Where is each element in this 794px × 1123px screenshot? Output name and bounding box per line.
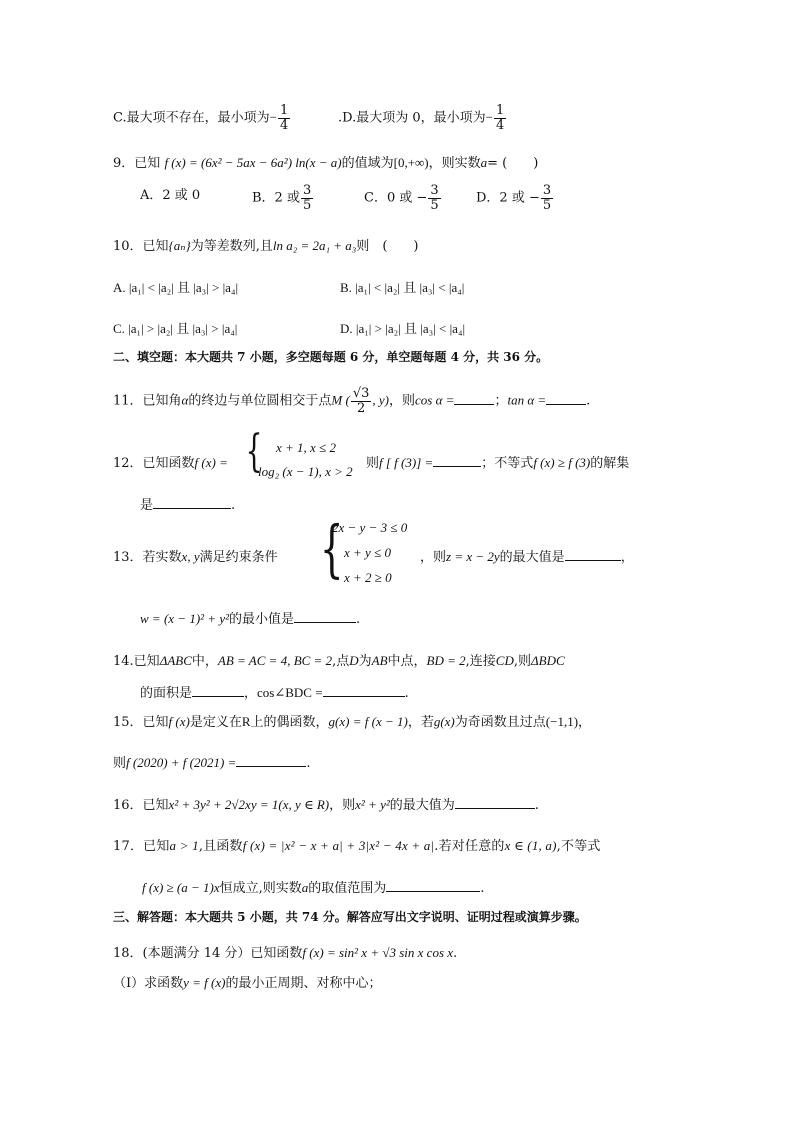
q18-part-1: （Ⅰ）求函数y = f (x)的最小正周期、对称中心；	[113, 975, 382, 991]
q15-blank[interactable]	[236, 754, 306, 767]
q9-var: a	[480, 155, 488, 170]
option-d-line: .D.最大项为 0，最小项为− $\frac{1}{4}$	[338, 103, 505, 133]
option-c-fraction: $\frac{1}{4}$	[279, 103, 289, 133]
q9-option-c: C．0 或 − $\frac{3}{5}$	[364, 183, 439, 213]
question-17: 17．已知a > 1,且函数f (x) = |x² − x + a| + 3|x² − 4x + a|.若对任意的x ∈ (1, a),不等式	[113, 838, 601, 854]
question-11: 11．已知角α的终边与单位圆相交于点M ( $\frac{√3}{2}$ , y)，则cos α = ；tan α = .	[113, 386, 591, 416]
q9-number: 9．	[113, 156, 135, 171]
q10-option-d: D. |a₁| > |a₂| 且 |a₃| < |a₄|	[340, 321, 466, 336]
q14-blank-2[interactable]	[323, 684, 405, 697]
q13-blank-1[interactable]	[565, 548, 621, 561]
section-3-heading: 三、解答题：本大题共 5 小题，共 74 分。解答应写出文字说明、证明过程或演算步骤。	[113, 910, 587, 924]
q9-function: f (x) = (6x² − 5ax − 6a²) ln(x − a)	[164, 155, 342, 170]
q12-case-2: log₂ (x − 1), x > 2	[258, 464, 353, 479]
q15-line-2: 则f (2020) + f (2021) = .	[113, 755, 311, 771]
q9-option-a: A．2 或 0	[140, 188, 201, 203]
question-16: 16．已知x² + 3y² + 2√2xy = 1(x, y ∈ R)，则x² + y²的最大值为 .	[113, 797, 539, 813]
q9-eq: = ( )	[487, 156, 539, 171]
q13-constraint-2: x + y ≤ 0	[344, 545, 391, 560]
option-c-text: C.最大项不存在，最小项为	[113, 110, 270, 126]
q12-brace: {	[245, 426, 263, 477]
q13-brace: {	[319, 512, 344, 585]
q12-blank-1[interactable]	[433, 454, 481, 467]
q9-ask: ，则实数	[428, 156, 481, 171]
q12-rest: 则f [ f (3)] = ；不等式f (x) ≥ f (3)的解集	[366, 455, 630, 471]
q10-option-a: A. |a₁| < |a₂| 且 |a₃| > |a₄|	[113, 280, 239, 295]
q9-option-b: B．2 或 $\frac{3}{5}$	[252, 183, 312, 213]
question-14: 14.已知ΔABC中，AB = AC = 4, BC = 2,点D为AB中点，BD = 2,连接CD,则ΔBDC	[113, 653, 565, 669]
q9-suffix: 的值域为	[341, 156, 394, 171]
q12-blank-2[interactable]	[153, 496, 231, 509]
q16-blank[interactable]	[455, 796, 535, 809]
q10-option-c: C. |a₁| > |a₂| 且 |a₃| > |a₄|	[113, 321, 238, 336]
q9-prefix: 已知	[134, 156, 161, 171]
option-c-line: C.最大项不存在，最小项为− $\frac{1}{4}$	[113, 103, 289, 133]
q14-line-2: 的面积是 ，cos∠BDC = .	[140, 685, 409, 701]
q14-blank-1[interactable]	[192, 684, 244, 697]
q13-constraint-1: 2x − y − 3 ≤ 0	[332, 520, 408, 535]
option-d-fraction: $\frac{1}{4}$	[495, 103, 505, 133]
q13-constraint-3: x + 2 ≥ 0	[344, 570, 392, 585]
q17-blank[interactable]	[386, 879, 480, 892]
question-9	[113, 152, 538, 171]
q17-line-2: f (x) ≥ (a − 1)x恒成立,则实数a的取值范围为 .	[142, 880, 485, 896]
question-15: 15．已知f (x)是定义在R上的偶函数，g(x) = f (x − 1)，若g(x)为奇函数且过点(−1,1)，	[113, 714, 592, 730]
q13-line-2: w = (x − 1)² + y²的最小值是 .	[140, 611, 361, 627]
q13-rest: ，则z = x − 2y的最大值是 ，	[420, 549, 634, 565]
option-d-text: .D.最大项为 0，最小项为	[338, 110, 486, 126]
q10-option-b: B. |a₁| < |a₂| 且 |a₃| < |a₄|	[340, 280, 465, 295]
q9-range: [0,+∞)	[393, 155, 429, 170]
q12-case-1: x + 1, x ≤ 2	[276, 440, 336, 455]
q9-option-d: D．2 或 − $\frac{3}{5}$	[476, 183, 552, 213]
question-10: 10．已知{aₙ}为等差数列,且ln a₂ = 2a₁ + a₃则 ( )	[113, 238, 419, 254]
question-18: 18．(本题满分 14 分）已知函数f (x) = sin² x + √3 sin x cos x.	[113, 945, 458, 961]
section-2-heading: 二、填空题：本大题共 7 小题，多空题每题 6 分，单空题每题 4 分，共 36 分。	[113, 350, 549, 364]
q12-line-2: 是 .	[140, 498, 236, 513]
q13-blank-2[interactable]	[294, 610, 356, 623]
question-12: 12．已知函数f (x) =	[113, 455, 228, 471]
q11-tan-blank[interactable]	[546, 392, 586, 405]
question-13: 13．若实数x, y满足约束条件	[113, 549, 278, 565]
q11-cos-blank[interactable]	[454, 392, 494, 405]
